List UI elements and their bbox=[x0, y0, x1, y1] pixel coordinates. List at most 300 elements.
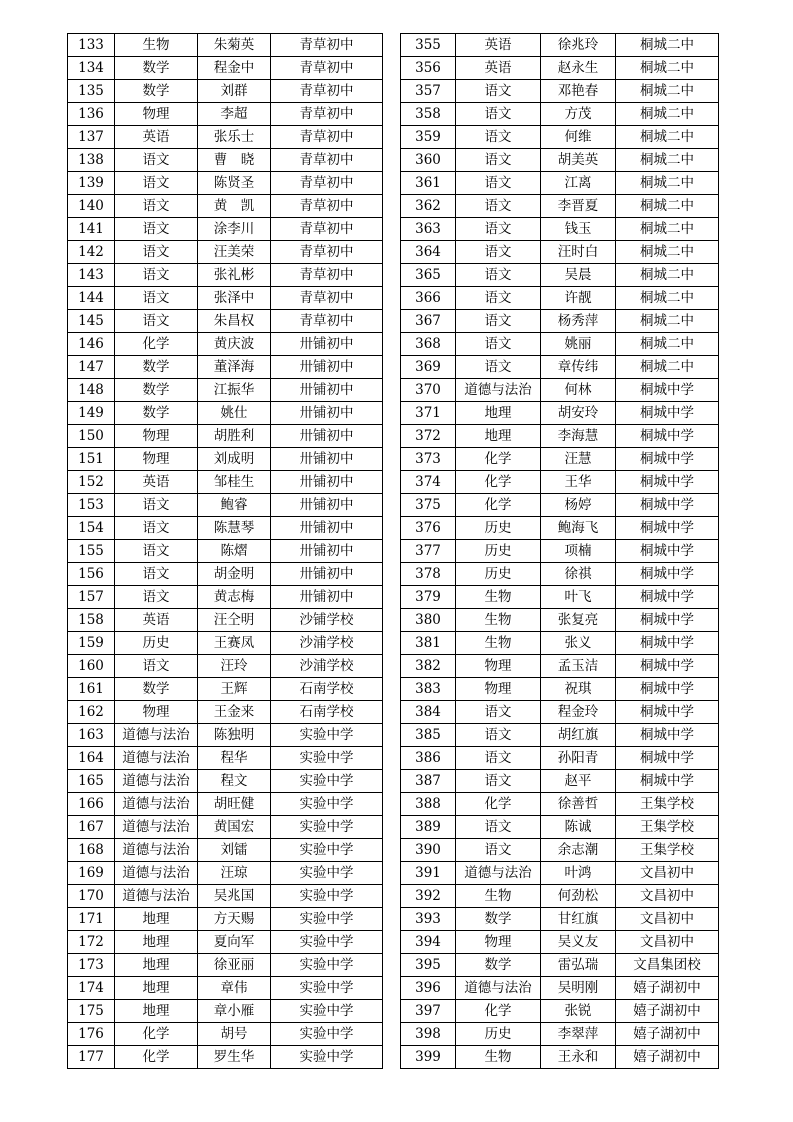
table-row bbox=[401, 517, 719, 540]
teacher-name-cell: 吴明刚 bbox=[541, 977, 616, 1000]
school-cell: 青草初中 bbox=[271, 287, 383, 310]
subject-cell: 道德与法治 bbox=[115, 885, 198, 908]
table-row bbox=[68, 931, 383, 954]
teacher-name-cell: 王赛凤 bbox=[198, 632, 271, 655]
row-number-cell: 173 bbox=[68, 954, 115, 977]
school-cell: 桐城二中 bbox=[616, 195, 719, 218]
subject-cell: 化学 bbox=[115, 1023, 198, 1046]
row-number-cell: 361 bbox=[401, 172, 456, 195]
table-row bbox=[401, 379, 719, 402]
table-row bbox=[68, 287, 383, 310]
row-number-cell: 399 bbox=[401, 1046, 456, 1069]
row-number-cell: 391 bbox=[401, 862, 456, 885]
school-cell: 青草初中 bbox=[271, 195, 383, 218]
table-row bbox=[401, 770, 719, 793]
row-number-cell: 396 bbox=[401, 977, 456, 1000]
row-number-cell: 378 bbox=[401, 563, 456, 586]
table-row bbox=[68, 632, 383, 655]
table-row bbox=[401, 609, 719, 632]
table-row bbox=[68, 356, 383, 379]
table-row bbox=[401, 701, 719, 724]
subject-cell: 道德与法治 bbox=[115, 839, 198, 862]
table-row bbox=[401, 103, 719, 126]
teacher-name-cell: 汪美荣 bbox=[198, 241, 271, 264]
teacher-name-cell: 李超 bbox=[198, 103, 271, 126]
teacher-name-cell: 汪玲 bbox=[198, 655, 271, 678]
school-cell: 卅铺初中 bbox=[271, 333, 383, 356]
school-cell: 桐城二中 bbox=[616, 287, 719, 310]
row-number-cell: 372 bbox=[401, 425, 456, 448]
school-cell: 桐城中学 bbox=[616, 609, 719, 632]
school-cell: 卅铺初中 bbox=[271, 540, 383, 563]
table-row bbox=[401, 747, 719, 770]
table-row bbox=[401, 356, 719, 379]
subject-cell: 化学 bbox=[456, 1000, 541, 1023]
school-cell: 桐城二中 bbox=[616, 218, 719, 241]
teacher-name-cell: 黄庆波 bbox=[198, 333, 271, 356]
subject-cell: 语文 bbox=[115, 287, 198, 310]
subject-cell: 语文 bbox=[115, 494, 198, 517]
teacher-name-cell: 刘群 bbox=[198, 80, 271, 103]
table-row bbox=[68, 908, 383, 931]
school-cell: 桐城中学 bbox=[616, 678, 719, 701]
table-row bbox=[401, 34, 719, 57]
school-cell: 桐城中学 bbox=[616, 632, 719, 655]
table-row bbox=[68, 1000, 383, 1023]
school-cell: 嬉子湖初中 bbox=[616, 1000, 719, 1023]
school-cell: 实验中学 bbox=[271, 724, 383, 747]
subject-cell: 道德与法治 bbox=[115, 724, 198, 747]
row-number-cell: 159 bbox=[68, 632, 115, 655]
row-number-cell: 149 bbox=[68, 402, 115, 425]
subject-cell: 英语 bbox=[456, 57, 541, 80]
table-row bbox=[401, 172, 719, 195]
table-row bbox=[68, 517, 383, 540]
school-cell: 卅铺初中 bbox=[271, 494, 383, 517]
table-row bbox=[401, 563, 719, 586]
school-cell: 桐城二中 bbox=[616, 80, 719, 103]
school-cell: 青草初中 bbox=[271, 149, 383, 172]
row-number-cell: 385 bbox=[401, 724, 456, 747]
row-number-cell: 387 bbox=[401, 770, 456, 793]
row-number-cell: 144 bbox=[68, 287, 115, 310]
subject-cell: 化学 bbox=[115, 333, 198, 356]
subject-cell: 语文 bbox=[115, 586, 198, 609]
school-cell: 桐城中学 bbox=[616, 655, 719, 678]
school-cell: 卅铺初中 bbox=[271, 402, 383, 425]
school-cell: 实验中学 bbox=[271, 839, 383, 862]
school-cell: 实验中学 bbox=[271, 1000, 383, 1023]
school-cell: 青草初中 bbox=[271, 126, 383, 149]
subject-cell: 生物 bbox=[456, 632, 541, 655]
subject-cell: 道德与法治 bbox=[115, 862, 198, 885]
school-cell: 桐城二中 bbox=[616, 356, 719, 379]
school-cell: 卅铺初中 bbox=[271, 471, 383, 494]
subject-cell: 物理 bbox=[115, 425, 198, 448]
teacher-name-cell: 汪琼 bbox=[198, 862, 271, 885]
school-cell: 卅铺初中 bbox=[271, 586, 383, 609]
subject-cell: 地理 bbox=[115, 908, 198, 931]
school-cell: 嬉子湖初中 bbox=[616, 1046, 719, 1069]
subject-cell: 语文 bbox=[456, 356, 541, 379]
table-row bbox=[401, 632, 719, 655]
teacher-name-cell: 程华 bbox=[198, 747, 271, 770]
row-number-cell: 381 bbox=[401, 632, 456, 655]
table-row bbox=[68, 494, 383, 517]
table-row bbox=[401, 310, 719, 333]
school-cell: 卅铺初中 bbox=[271, 448, 383, 471]
row-number-cell: 136 bbox=[68, 103, 115, 126]
teacher-name-cell: 江振华 bbox=[198, 379, 271, 402]
school-cell: 实验中学 bbox=[271, 816, 383, 839]
row-number-cell: 373 bbox=[401, 448, 456, 471]
teacher-name-cell: 杨婷 bbox=[541, 494, 616, 517]
subject-cell: 语文 bbox=[115, 264, 198, 287]
subject-cell: 语文 bbox=[456, 287, 541, 310]
row-number-cell: 394 bbox=[401, 931, 456, 954]
school-cell: 文昌初中 bbox=[616, 885, 719, 908]
teacher-name-cell: 章小雁 bbox=[198, 1000, 271, 1023]
table-row bbox=[401, 931, 719, 954]
subject-cell: 生物 bbox=[456, 885, 541, 908]
table-row bbox=[68, 218, 383, 241]
table-row bbox=[401, 241, 719, 264]
subject-cell: 英语 bbox=[456, 34, 541, 57]
table-row bbox=[401, 954, 719, 977]
row-number-cell: 146 bbox=[68, 333, 115, 356]
school-cell: 沙浦学校 bbox=[271, 655, 383, 678]
row-number-cell: 382 bbox=[401, 655, 456, 678]
teacher-name-cell: 甘红旗 bbox=[541, 908, 616, 931]
row-number-cell: 358 bbox=[401, 103, 456, 126]
row-number-cell: 163 bbox=[68, 724, 115, 747]
subject-cell: 化学 bbox=[456, 471, 541, 494]
subject-cell: 语文 bbox=[456, 333, 541, 356]
subject-cell: 语文 bbox=[115, 218, 198, 241]
table-row bbox=[401, 977, 719, 1000]
school-cell: 桐城中学 bbox=[616, 770, 719, 793]
subject-cell: 道德与法治 bbox=[115, 770, 198, 793]
table-row bbox=[401, 816, 719, 839]
teacher-name-cell: 董泽海 bbox=[198, 356, 271, 379]
table-row bbox=[68, 195, 383, 218]
subject-cell: 语文 bbox=[115, 241, 198, 264]
school-cell: 卅铺初中 bbox=[271, 356, 383, 379]
school-cell: 沙浦学校 bbox=[271, 632, 383, 655]
teacher-name-cell: 许靓 bbox=[541, 287, 616, 310]
table-row bbox=[68, 34, 383, 57]
subject-cell: 历史 bbox=[456, 540, 541, 563]
school-cell: 实验中学 bbox=[271, 885, 383, 908]
table-row bbox=[401, 264, 719, 287]
row-number-cell: 134 bbox=[68, 57, 115, 80]
row-number-cell: 167 bbox=[68, 816, 115, 839]
row-number-cell: 383 bbox=[401, 678, 456, 701]
row-number-cell: 369 bbox=[401, 356, 456, 379]
table-row bbox=[401, 586, 719, 609]
table-row bbox=[401, 287, 719, 310]
row-number-cell: 157 bbox=[68, 586, 115, 609]
school-cell: 石南学校 bbox=[271, 678, 383, 701]
row-number-cell: 161 bbox=[68, 678, 115, 701]
row-number-cell: 135 bbox=[68, 80, 115, 103]
teacher-name-cell: 陈慧琴 bbox=[198, 517, 271, 540]
teacher-name-cell: 徐祺 bbox=[541, 563, 616, 586]
subject-cell: 道德与法治 bbox=[456, 379, 541, 402]
subject-cell: 地理 bbox=[115, 1000, 198, 1023]
row-number-cell: 147 bbox=[68, 356, 115, 379]
table-row bbox=[401, 1023, 719, 1046]
table-row bbox=[401, 678, 719, 701]
teacher-name-cell: 叶飞 bbox=[541, 586, 616, 609]
subject-cell: 语文 bbox=[115, 655, 198, 678]
subject-cell: 语文 bbox=[115, 310, 198, 333]
table-row bbox=[401, 793, 719, 816]
row-number-cell: 174 bbox=[68, 977, 115, 1000]
school-cell: 桐城二中 bbox=[616, 57, 719, 80]
row-number-cell: 355 bbox=[401, 34, 456, 57]
table-row bbox=[68, 379, 383, 402]
teacher-name-cell: 胡美英 bbox=[541, 149, 616, 172]
school-cell: 桐城二中 bbox=[616, 149, 719, 172]
school-cell: 文昌初中 bbox=[616, 908, 719, 931]
teacher-name-cell: 章传纬 bbox=[541, 356, 616, 379]
table-row bbox=[401, 885, 719, 908]
teacher-name-cell: 张泽中 bbox=[198, 287, 271, 310]
subject-cell: 道德与法治 bbox=[115, 816, 198, 839]
school-cell: 青草初中 bbox=[271, 264, 383, 287]
table-row bbox=[68, 678, 383, 701]
subject-cell: 生物 bbox=[456, 586, 541, 609]
teacher-name-cell: 钱玉 bbox=[541, 218, 616, 241]
school-cell: 实验中学 bbox=[271, 770, 383, 793]
subject-cell: 语文 bbox=[456, 149, 541, 172]
row-number-cell: 360 bbox=[401, 149, 456, 172]
subject-cell: 地理 bbox=[115, 977, 198, 1000]
table-row bbox=[68, 333, 383, 356]
table-row bbox=[401, 724, 719, 747]
subject-cell: 数学 bbox=[115, 356, 198, 379]
table-row bbox=[68, 149, 383, 172]
teacher-name-cell: 赵永生 bbox=[541, 57, 616, 80]
table-row bbox=[68, 885, 383, 908]
row-number-cell: 388 bbox=[401, 793, 456, 816]
teacher-name-cell: 张锐 bbox=[541, 1000, 616, 1023]
subject-cell: 语文 bbox=[115, 540, 198, 563]
row-number-cell: 363 bbox=[401, 218, 456, 241]
table-row bbox=[68, 954, 383, 977]
table-row bbox=[68, 540, 383, 563]
teacher-name-cell: 朱菊英 bbox=[198, 34, 271, 57]
subject-cell: 语文 bbox=[456, 264, 541, 287]
subject-cell: 英语 bbox=[115, 471, 198, 494]
table-row bbox=[401, 908, 719, 931]
row-number-cell: 362 bbox=[401, 195, 456, 218]
teacher-name-cell: 胡旺健 bbox=[198, 793, 271, 816]
school-cell: 桐城二中 bbox=[616, 333, 719, 356]
teacher-name-cell: 王辉 bbox=[198, 678, 271, 701]
teacher-name-cell: 刘镭 bbox=[198, 839, 271, 862]
school-cell: 王集学校 bbox=[616, 793, 719, 816]
row-number-cell: 398 bbox=[401, 1023, 456, 1046]
table-row bbox=[401, 57, 719, 80]
subject-cell: 语文 bbox=[115, 149, 198, 172]
teacher-name-cell: 陈贤圣 bbox=[198, 172, 271, 195]
table-row bbox=[68, 747, 383, 770]
row-number-cell: 393 bbox=[401, 908, 456, 931]
teacher-name-cell: 项楠 bbox=[541, 540, 616, 563]
subject-cell: 语文 bbox=[456, 172, 541, 195]
school-cell: 王集学校 bbox=[616, 839, 719, 862]
subject-cell: 语文 bbox=[456, 241, 541, 264]
row-number-cell: 139 bbox=[68, 172, 115, 195]
row-number-cell: 165 bbox=[68, 770, 115, 793]
teacher-name-cell: 张礼彬 bbox=[198, 264, 271, 287]
table-row bbox=[68, 1046, 383, 1069]
school-cell: 沙铺学校 bbox=[271, 609, 383, 632]
subject-cell: 语文 bbox=[456, 816, 541, 839]
row-number-cell: 160 bbox=[68, 655, 115, 678]
row-number-cell: 356 bbox=[401, 57, 456, 80]
row-number-cell: 359 bbox=[401, 126, 456, 149]
teacher-name-cell: 邓艳春 bbox=[541, 80, 616, 103]
subject-cell: 地理 bbox=[115, 931, 198, 954]
teacher-name-cell: 黄 凯 bbox=[198, 195, 271, 218]
subject-cell: 数学 bbox=[115, 57, 198, 80]
school-cell: 桐城二中 bbox=[616, 126, 719, 149]
teacher-name-cell: 夏向军 bbox=[198, 931, 271, 954]
school-cell: 卅铺初中 bbox=[271, 517, 383, 540]
row-number-cell: 162 bbox=[68, 701, 115, 724]
school-cell: 青草初中 bbox=[271, 57, 383, 80]
row-number-cell: 152 bbox=[68, 471, 115, 494]
teacher-name-cell: 吴兆国 bbox=[198, 885, 271, 908]
subject-cell: 语文 bbox=[456, 747, 541, 770]
table-row bbox=[401, 425, 719, 448]
subject-cell: 语文 bbox=[115, 517, 198, 540]
school-cell: 实验中学 bbox=[271, 747, 383, 770]
subject-cell: 历史 bbox=[456, 517, 541, 540]
row-number-cell: 368 bbox=[401, 333, 456, 356]
teacher-name-cell: 胡胜利 bbox=[198, 425, 271, 448]
teacher-name-cell: 何林 bbox=[541, 379, 616, 402]
school-cell: 卅铺初中 bbox=[271, 379, 383, 402]
school-cell: 实验中学 bbox=[271, 862, 383, 885]
school-cell: 卅铺初中 bbox=[271, 425, 383, 448]
right-roster-table bbox=[400, 33, 719, 1069]
row-number-cell: 370 bbox=[401, 379, 456, 402]
teacher-name-cell: 邹桂生 bbox=[198, 471, 271, 494]
teacher-name-cell: 徐兆玲 bbox=[541, 34, 616, 57]
row-number-cell: 365 bbox=[401, 264, 456, 287]
teacher-name-cell: 徐亚丽 bbox=[198, 954, 271, 977]
table-row bbox=[401, 402, 719, 425]
school-cell: 实验中学 bbox=[271, 908, 383, 931]
school-cell: 王集学校 bbox=[616, 816, 719, 839]
school-cell: 文昌初中 bbox=[616, 862, 719, 885]
teacher-name-cell: 汪仝明 bbox=[198, 609, 271, 632]
row-number-cell: 177 bbox=[68, 1046, 115, 1069]
row-number-cell: 141 bbox=[68, 218, 115, 241]
subject-cell: 数学 bbox=[115, 402, 198, 425]
table-row bbox=[401, 471, 719, 494]
subject-cell: 语文 bbox=[456, 839, 541, 862]
row-number-cell: 156 bbox=[68, 563, 115, 586]
table-row bbox=[401, 839, 719, 862]
subject-cell: 语文 bbox=[456, 103, 541, 126]
teacher-name-cell: 张乐士 bbox=[198, 126, 271, 149]
table-row bbox=[68, 816, 383, 839]
row-number-cell: 390 bbox=[401, 839, 456, 862]
school-cell: 桐城二中 bbox=[616, 172, 719, 195]
table-row bbox=[401, 80, 719, 103]
subject-cell: 道德与法治 bbox=[115, 793, 198, 816]
row-number-cell: 151 bbox=[68, 448, 115, 471]
teacher-name-cell: 江离 bbox=[541, 172, 616, 195]
table-row bbox=[401, 195, 719, 218]
school-cell: 桐城二中 bbox=[616, 264, 719, 287]
table-row bbox=[68, 586, 383, 609]
school-cell: 实验中学 bbox=[271, 931, 383, 954]
teacher-name-cell: 赵平 bbox=[541, 770, 616, 793]
left-roster-body bbox=[68, 34, 383, 1069]
subject-cell: 语文 bbox=[456, 195, 541, 218]
row-number-cell: 384 bbox=[401, 701, 456, 724]
teacher-name-cell: 陈独明 bbox=[198, 724, 271, 747]
teacher-name-cell: 王永和 bbox=[541, 1046, 616, 1069]
teacher-name-cell: 曹 晓 bbox=[198, 149, 271, 172]
subject-cell: 数学 bbox=[115, 678, 198, 701]
school-cell: 文昌初中 bbox=[616, 931, 719, 954]
row-number-cell: 367 bbox=[401, 310, 456, 333]
teacher-name-cell: 何维 bbox=[541, 126, 616, 149]
subject-cell: 化学 bbox=[456, 494, 541, 517]
row-number-cell: 164 bbox=[68, 747, 115, 770]
table-row bbox=[68, 425, 383, 448]
row-number-cell: 154 bbox=[68, 517, 115, 540]
teacher-name-cell: 胡红旗 bbox=[541, 724, 616, 747]
school-cell: 文昌集团校 bbox=[616, 954, 719, 977]
teacher-name-cell: 胡安玲 bbox=[541, 402, 616, 425]
row-number-cell: 158 bbox=[68, 609, 115, 632]
table-row bbox=[68, 264, 383, 287]
table-row bbox=[401, 333, 719, 356]
table-row bbox=[401, 1046, 719, 1069]
school-cell: 桐城中学 bbox=[616, 471, 719, 494]
school-cell: 青草初中 bbox=[271, 310, 383, 333]
subject-cell: 化学 bbox=[456, 448, 541, 471]
teacher-name-cell: 李晋夏 bbox=[541, 195, 616, 218]
subject-cell: 语文 bbox=[115, 195, 198, 218]
teacher-name-cell: 黄国宏 bbox=[198, 816, 271, 839]
school-cell: 实验中学 bbox=[271, 1046, 383, 1069]
school-cell: 实验中学 bbox=[271, 977, 383, 1000]
row-number-cell: 172 bbox=[68, 931, 115, 954]
table-row bbox=[68, 977, 383, 1000]
subject-cell: 地理 bbox=[115, 954, 198, 977]
table-row bbox=[68, 126, 383, 149]
subject-cell: 地理 bbox=[456, 425, 541, 448]
subject-cell: 英语 bbox=[115, 609, 198, 632]
subject-cell: 生物 bbox=[456, 1046, 541, 1069]
row-number-cell: 169 bbox=[68, 862, 115, 885]
subject-cell: 语文 bbox=[456, 310, 541, 333]
subject-cell: 数学 bbox=[115, 379, 198, 402]
teacher-name-cell: 程金玲 bbox=[541, 701, 616, 724]
subject-cell: 道德与法治 bbox=[456, 862, 541, 885]
subject-cell: 地理 bbox=[456, 402, 541, 425]
row-number-cell: 392 bbox=[401, 885, 456, 908]
